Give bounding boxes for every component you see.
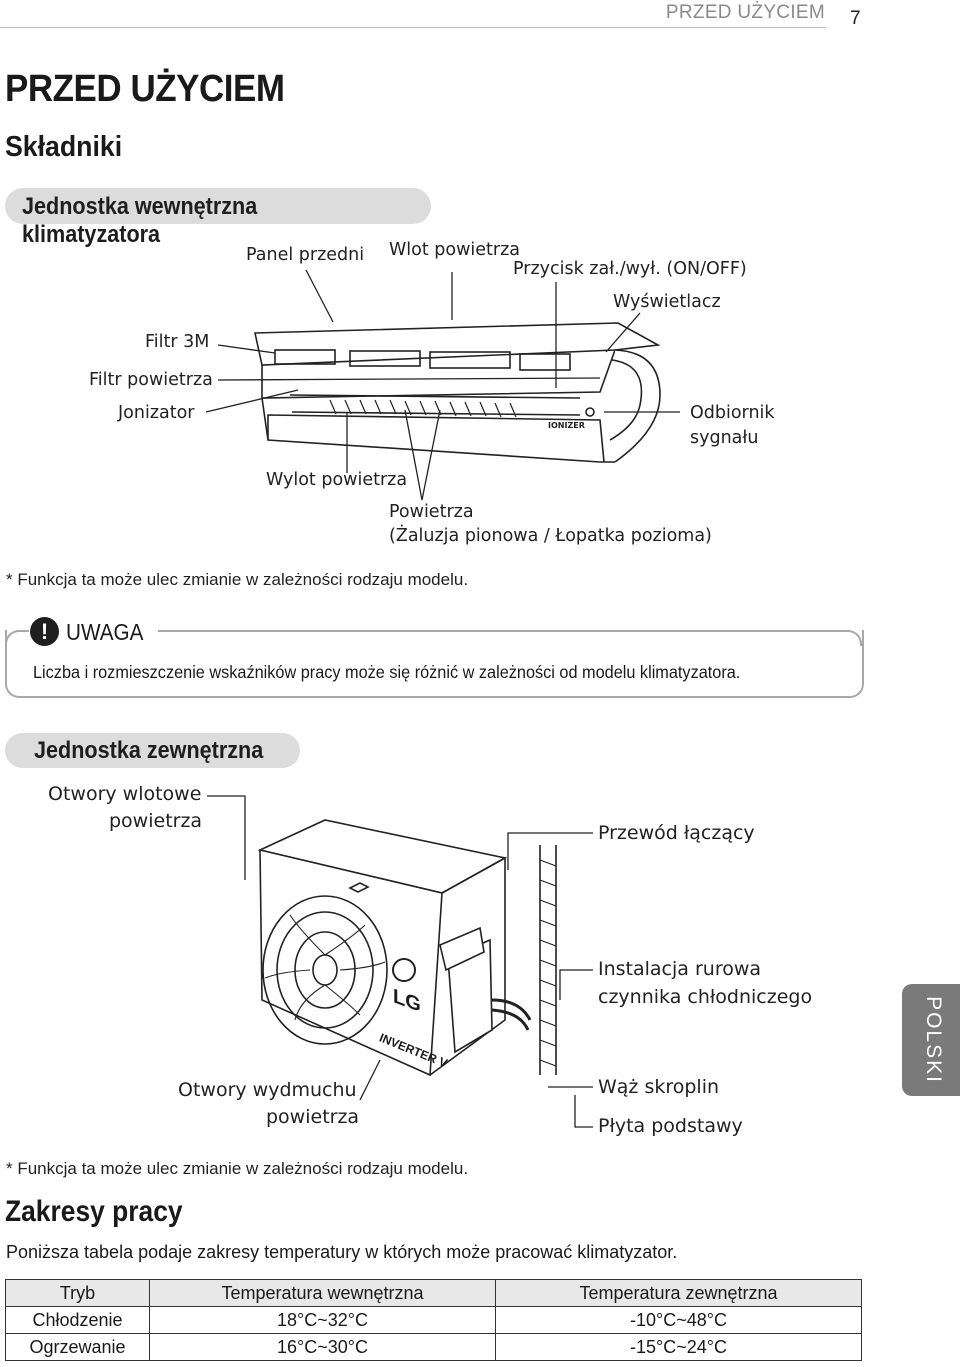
label-front-panel: Panel przedni (246, 245, 365, 265)
label-air-outlet: Wylot powietrza (266, 470, 408, 490)
table-cell: Ogrzewanie (6, 1334, 150, 1361)
ranges-intro: Poniższa tabela podaje zakresy temperatury w których może pracować klimatyzator. (6, 1242, 678, 1262)
table-cell: 16°C~30°C (150, 1334, 496, 1361)
section-title: Składniki (5, 131, 123, 163)
running-header: PRZED UŻYCIEM (665, 2, 825, 23)
page-title: PRZED UŻYCIEM (5, 68, 285, 110)
label-filter-3m: Filtr 3M (145, 332, 210, 352)
column-header: Temperatura zewnętrzna (496, 1280, 862, 1307)
label-exhaust-1: Otwory wydmuchu (178, 1079, 357, 1101)
table-cell: Chłodzenie (6, 1307, 150, 1334)
label-piping-1: Instalacja rurowa (598, 958, 762, 980)
language-tab: POLSKI (902, 984, 960, 1096)
outdoor-note: * Funkcja ta może ulec zmianie w zależności rodzaju modelu. (6, 1159, 469, 1178)
indoor-heading: Jednostka wewnętrzna klimatyzatora (5, 188, 431, 224)
indoor-note: * Funkcja ta może ulec zmianie w zależności rodzaju modelu. (6, 570, 469, 589)
label-receiver-1: Odbiornik (690, 403, 775, 423)
label-receiver-2: sygnału (690, 428, 759, 448)
table-cell: -10°C~48°C (496, 1307, 862, 1334)
label-louver-1: Powietrza (389, 502, 474, 522)
label-exhaust-2: powietrza (266, 1106, 360, 1128)
label-cable: Przewód łączący (598, 822, 755, 844)
ionizer-badge: IONIZER (548, 421, 585, 430)
column-header: Tryb (6, 1280, 150, 1307)
label-air-inlet: Wlot powietrza (389, 240, 521, 260)
label-piping-2: czynnika chłodniczego (598, 986, 813, 1008)
indoor-unit-illustration (0, 230, 960, 560)
label-ionizer: Jonizator (118, 403, 195, 423)
table-cell: -15°C~24°C (496, 1334, 862, 1361)
label-display: Wyświetlacz (613, 292, 721, 312)
table-row (6, 1334, 862, 1361)
outdoor-unit-illustration (0, 780, 960, 1150)
label-air-filter: Filtr powietrza (89, 370, 213, 390)
label-drain: Wąż skroplin (598, 1076, 720, 1098)
label-base: Płyta podstawy (598, 1115, 743, 1137)
label-louver-2: (Żaluzja pionowa / Łopatka pozioma) (389, 526, 712, 546)
warning-text: Liczba i rozmieszczenie wskaźników pracy może się różnić w zależności od modelu klimatyzatora. (33, 662, 741, 682)
ranges-heading: Zakresy pracy (5, 1195, 183, 1228)
exclamation-icon: ! (30, 617, 59, 646)
label-intake-1: Otwory wlotowe (48, 783, 202, 805)
label-onoff-button: Przycisk zał./wył. (ON/OFF) (513, 259, 747, 279)
column-header: Temperatura wewnętrzna (150, 1280, 496, 1307)
header-rule (0, 27, 826, 28)
outdoor-badge: INVERTER V (377, 1030, 450, 1071)
outdoor-heading: Jednostka zewnętrzna (5, 733, 300, 768)
outdoor-logo: LG (393, 984, 421, 1018)
ranges-table (5, 1279, 862, 1361)
table-row (6, 1307, 862, 1334)
table-cell: 18°C~32°C (150, 1307, 496, 1334)
label-intake-2: powietrza (109, 810, 203, 832)
warning-title: UWAGA (66, 619, 144, 645)
table-header-row (6, 1280, 862, 1307)
page-number: 7 (850, 8, 861, 29)
